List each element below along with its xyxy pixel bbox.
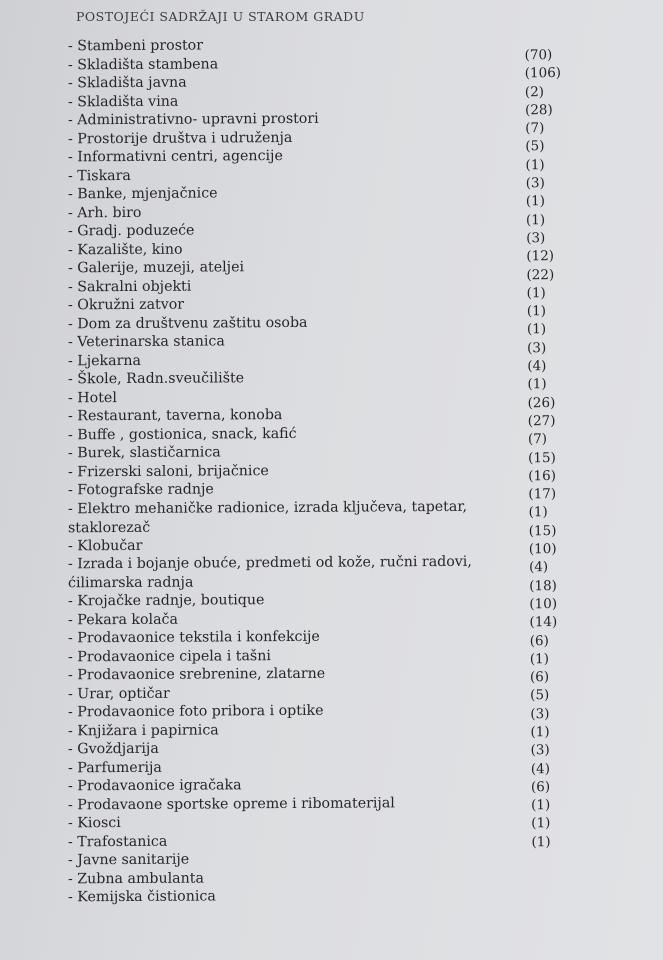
count-value: (3) — [530, 705, 550, 722]
count-value: (4) — [527, 358, 547, 375]
count-value: (1) — [525, 156, 545, 174]
count-value: (70) — [524, 47, 553, 64]
list-item: - Restaurant, taverna, konoba — [68, 407, 283, 425]
list-item: - Kemijska čistionica — [68, 888, 216, 906]
list-item: - Skladišta vina — [68, 93, 179, 110]
count-value: (106) — [524, 65, 562, 82]
list-item: - Dom za društvenu zaštitu osoba — [68, 314, 308, 332]
count-value: (10) — [528, 541, 557, 558]
list-item: - Elektro mehaničke radionice, izrada ključeva, tapetar, staklorezač — [68, 498, 468, 536]
list-item: - Sakralni objekti — [68, 278, 192, 295]
page-title: POSTOJEĆI SADRŽAJI U STAROM GRADU — [76, 9, 365, 24]
count-value: (17) — [528, 486, 557, 503]
list-item: - Škole, Radn.sveučilište — [68, 370, 245, 388]
list-item: - Frizerski saloni, brijačnice — [68, 462, 269, 480]
list-item: - Administrativno- upravni prostori — [68, 110, 319, 129]
list-item: - Klobučar — [68, 537, 143, 554]
count-value: (16) — [528, 467, 557, 485]
list-item: - Okružni zatvor — [68, 296, 185, 314]
list-item: - Prodavaonice srebrenine, zlatarne — [68, 665, 326, 684]
list-item: - Javne sanitarije — [68, 851, 190, 869]
list-item: - Urar, optičar — [68, 685, 170, 702]
list-item: - Buffe , gostionica, snack, kafić — [68, 425, 297, 443]
list-item: - Informativni centri, agencije — [68, 148, 283, 166]
list-item: - Izrada i bojanje obuće, predmeti od kože, ručni radovi, ćilimarska radnja — [68, 553, 472, 591]
list-item: - Banke, mjenjačnice — [68, 185, 218, 203]
count-value: (27) — [527, 413, 556, 430]
list-item: - Kazalište, kino — [68, 241, 183, 258]
list-item: - Kiosci — [68, 815, 121, 832]
list-item: - Prodavaonice cipela i tašni — [68, 647, 271, 665]
count-value: (1) — [531, 833, 551, 851]
list-item: - Pekara kolača — [68, 611, 178, 628]
count-value: (7) — [525, 120, 545, 137]
count-value: (3) — [525, 175, 545, 192]
list-item: - Skladišta javna — [68, 74, 187, 92]
count-value: (7) — [527, 431, 548, 448]
count-value: (1) — [531, 815, 551, 832]
count-value: (2) — [524, 83, 545, 100]
count-value: (1) — [531, 797, 551, 814]
count-value: (1) — [525, 193, 546, 210]
count-value: (14) — [529, 614, 558, 631]
list-item: - Galerije, muzeji, ateljei — [68, 259, 245, 277]
count-value: (1) — [529, 650, 550, 668]
count-value: (6) — [529, 632, 549, 649]
list-item: - Veterinarska stanica — [68, 333, 225, 351]
count-value: (3) — [526, 230, 546, 247]
list-item: - Skladišta stambena — [68, 55, 219, 73]
count-value: (18) — [529, 577, 557, 594]
count-value: (5) — [530, 687, 550, 704]
list-item: - Arh. biro — [68, 204, 142, 221]
list-item: - Knjižara i papirnica — [68, 721, 219, 739]
count-value: (5) — [525, 138, 545, 155]
list-item: - Trafostanica — [68, 833, 168, 850]
count-value: (15) — [528, 522, 557, 540]
list-item: - Prodavaonice igračaka — [68, 777, 242, 795]
count-value: (4) — [530, 760, 550, 777]
list-item: - Gradj. poduzeće — [68, 222, 195, 240]
count-value: (3) — [530, 742, 550, 759]
count-value: (28) — [524, 101, 553, 119]
list-item: - Stambeni prostor — [68, 37, 204, 55]
count-value: (1) — [525, 211, 546, 228]
list-item: - Prodavaonice foto pribora i optike — [68, 702, 324, 721]
list-item: - Hotel — [68, 389, 117, 406]
count-value: (1) — [526, 321, 547, 338]
list-item: - Parfumerija — [68, 759, 162, 776]
count-value: (12) — [526, 248, 555, 265]
count-value: (26) — [527, 394, 556, 411]
count-value: (1) — [528, 504, 548, 521]
count-value: (3) — [527, 339, 547, 357]
list-item: - Prodavaonice tekstila i konfekcije — [68, 628, 320, 647]
list-item: - Gvoždjarija — [68, 740, 159, 758]
list-item: - Ljekarna — [68, 352, 141, 369]
list-item: - Prodavaone sportske opreme i ribomaterijal — [68, 794, 395, 813]
count-column — [524, 46, 601, 852]
count-value: (1) — [526, 303, 546, 320]
count-value: (22) — [526, 266, 555, 283]
count-value: (10) — [529, 595, 558, 613]
list-item: - Zubna ambulanta — [68, 870, 204, 887]
facility-list — [68, 36, 508, 906]
count-value: (4) — [528, 559, 549, 576]
count-value: (1) — [527, 376, 547, 393]
list-item: - Krojačke radnje, boutique — [68, 592, 265, 610]
list-item: - Prostorije društva i udruženja — [68, 129, 293, 147]
list-item: - Fotografske radnje — [68, 481, 214, 499]
count-value: (1) — [530, 724, 550, 741]
count-value: (6) — [529, 669, 550, 686]
count-value: (1) — [526, 285, 546, 302]
count-value: (6) — [530, 779, 551, 796]
count-value: (15) — [528, 449, 556, 466]
list-item: - Burek, slastičarnica — [68, 444, 221, 462]
list-item: - Tiskara — [68, 167, 131, 184]
